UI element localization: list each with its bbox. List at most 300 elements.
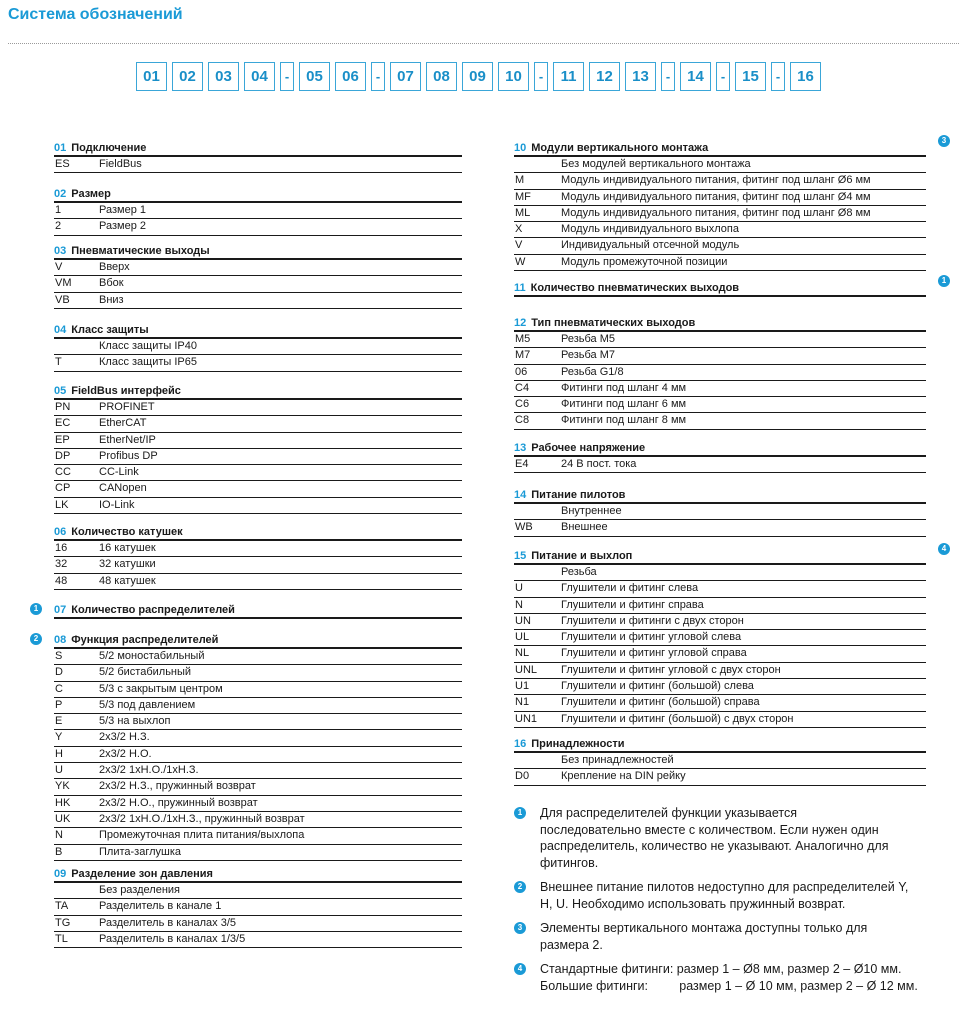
table-row xyxy=(54,665,462,681)
option-code: C8 xyxy=(515,414,530,427)
option-description: Плита-заглушка xyxy=(99,845,182,858)
code-position-01: 01 xyxy=(136,62,167,91)
code-position-06: 06 xyxy=(335,62,366,91)
option-description: 2x3/2 Н.З. xyxy=(99,731,150,744)
table-row xyxy=(514,381,926,397)
section-number: 06 xyxy=(54,526,67,538)
option-description: Размер 2 xyxy=(99,220,146,233)
section-16 xyxy=(514,737,926,786)
option-code: D0 xyxy=(515,770,530,783)
section-04 xyxy=(54,323,462,372)
section-title: Количество катушек xyxy=(71,526,183,538)
option-description: Индивидуальный отсечной модуль xyxy=(561,239,740,252)
footnote-line: распределитель, количество не указывают. Аналогично для xyxy=(540,839,889,853)
option-description: 5/2 бистабильный xyxy=(99,666,192,679)
table-row xyxy=(54,714,462,730)
table-row xyxy=(514,504,926,520)
option-code: M xyxy=(515,174,525,187)
section-number: 12 xyxy=(514,317,527,329)
table-row xyxy=(514,332,926,348)
footnote-marker: 3 xyxy=(514,922,526,934)
option-description: Крепление на DIN рейку xyxy=(561,770,686,783)
code-position-14: 14 xyxy=(680,62,711,91)
code-position-02: 02 xyxy=(172,62,203,91)
code-position-07: 07 xyxy=(390,62,421,91)
code-position-05: 05 xyxy=(299,62,330,91)
code-position-04: 04 xyxy=(244,62,275,91)
section-number: 02 xyxy=(54,188,67,200)
table-row xyxy=(54,812,462,828)
footnote-line: размера 2. xyxy=(540,937,603,952)
section-number: 16 xyxy=(514,738,527,750)
section-heading xyxy=(514,441,926,457)
section-heading xyxy=(514,544,947,565)
option-description: Вверх xyxy=(99,261,130,273)
option-description: 5/2 моностабильный xyxy=(99,650,205,662)
table-row xyxy=(54,433,462,449)
option-code: EC xyxy=(55,417,71,430)
option-code xyxy=(514,157,561,172)
option-description: Резьба G1/8 xyxy=(561,365,624,378)
option-description: Резьба M7 xyxy=(561,349,616,362)
table-row xyxy=(54,498,462,514)
section-heading xyxy=(54,384,462,400)
option-code xyxy=(54,339,99,354)
section-06 xyxy=(54,525,462,590)
option-code xyxy=(514,753,561,768)
option-code: VM xyxy=(55,277,72,290)
option-description: Без модулей вертикального монтажа xyxy=(561,158,751,170)
footnote-marker: 1 xyxy=(30,603,42,615)
table-row xyxy=(54,730,462,746)
section-12 xyxy=(514,316,926,430)
option-code: 32 xyxy=(55,558,68,571)
section-number: 04 xyxy=(54,324,67,336)
option-code: 48 xyxy=(55,574,68,587)
section-heading xyxy=(514,737,926,753)
option-description: 5/3 с закрытым центром xyxy=(99,682,223,695)
code-separator: - xyxy=(371,62,385,91)
option-description: Промежуточная плита питания/выхлопа xyxy=(99,829,305,842)
option-code: 06 xyxy=(515,365,528,378)
option-code: EP xyxy=(55,433,70,446)
option-description: Внешнее xyxy=(561,521,608,534)
section-number: 05 xyxy=(54,385,67,397)
option-description: Глушители и фитинг угловой слева xyxy=(561,631,742,644)
option-description: Profibus DP xyxy=(99,449,158,462)
option-code: LK xyxy=(55,498,69,511)
section-title: Количество пневматических выходов xyxy=(530,282,740,294)
table-row xyxy=(514,173,926,189)
table-row xyxy=(54,557,462,573)
code-position-09: 09 xyxy=(462,62,493,91)
table-row xyxy=(54,260,462,276)
section-15 xyxy=(514,544,947,728)
table-row xyxy=(54,649,462,665)
section-number: 11 xyxy=(514,282,526,294)
section-number: 14 xyxy=(514,489,527,501)
table-row xyxy=(54,157,462,173)
table-row xyxy=(514,222,926,238)
option-code: YK xyxy=(55,780,70,793)
option-code: E xyxy=(55,715,63,728)
section-13 xyxy=(514,441,926,473)
option-description: Внутреннее xyxy=(561,505,622,517)
option-code: DP xyxy=(55,449,71,462)
table-row xyxy=(514,630,926,646)
option-description: Класс защиты IP65 xyxy=(99,356,197,369)
option-description: Глушители и фитинги с двух сторон xyxy=(561,614,744,627)
option-code: X xyxy=(515,223,523,236)
table-row xyxy=(54,400,462,416)
code-position-08: 08 xyxy=(426,62,457,91)
option-description: Вбок xyxy=(99,277,124,290)
table-row xyxy=(54,541,462,557)
section-heading xyxy=(514,316,926,332)
option-code: TL xyxy=(55,932,68,945)
code-separator: - xyxy=(534,62,548,91)
section-title: Функция распределителей xyxy=(71,634,219,646)
section-03 xyxy=(54,244,462,309)
table-row xyxy=(514,238,926,254)
table-row xyxy=(54,899,462,915)
section-number: 03 xyxy=(54,245,67,257)
option-description: Глушители и фитинг угловой с двух сторон xyxy=(561,663,781,676)
option-code: 2 xyxy=(55,220,62,233)
option-description: Разделитель в канале 1 xyxy=(99,900,222,913)
section-heading xyxy=(54,187,462,203)
option-code: V xyxy=(55,261,63,273)
option-description: 5/3 на выхлоп xyxy=(99,715,171,728)
option-code: U1 xyxy=(515,680,530,693)
table-row xyxy=(514,348,926,364)
code-separator: - xyxy=(280,62,294,91)
table-row xyxy=(514,190,926,206)
option-description: Модуль индивидуального питания, фитинг под шланг Ø8 мм xyxy=(561,206,871,219)
footnote-item xyxy=(514,805,954,871)
option-code: W xyxy=(515,255,526,268)
section-14 xyxy=(514,488,926,537)
option-description: 48 катушек xyxy=(99,574,156,587)
option-code xyxy=(514,565,561,580)
code-position-03: 03 xyxy=(208,62,239,91)
option-code: Y xyxy=(55,731,63,744)
option-code: B xyxy=(55,845,63,858)
table-row xyxy=(514,753,926,769)
table-row xyxy=(54,883,462,899)
option-description: Глушители и фитинг справа xyxy=(561,598,704,611)
table-row xyxy=(514,646,926,662)
footnote-marker: 2 xyxy=(30,633,42,645)
section-heading xyxy=(33,603,462,619)
section-number: 15 xyxy=(514,550,527,562)
option-code: S xyxy=(55,650,63,662)
option-description: PROFINET xyxy=(99,401,155,413)
option-code: UNL xyxy=(515,663,538,676)
option-code: UN xyxy=(515,614,531,627)
section-05 xyxy=(54,384,462,514)
section-title: Питание пилотов xyxy=(531,489,626,501)
option-description: 16 катушек xyxy=(99,542,156,554)
option-code: U xyxy=(515,582,523,595)
footnote-item xyxy=(514,961,954,994)
option-description: EtherNet/IP xyxy=(99,433,156,446)
table-row xyxy=(54,747,462,763)
section-title: Питание и выхлоп xyxy=(531,550,633,562)
option-code: M7 xyxy=(515,349,531,362)
table-row xyxy=(514,365,926,381)
footnote-line: фитингов. xyxy=(540,855,599,870)
code-separator: - xyxy=(771,62,785,91)
table-row xyxy=(54,276,462,292)
section-heading xyxy=(514,136,947,157)
option-description: 2x3/2 Н.О., пружинный возврат xyxy=(99,796,258,809)
option-description: Модуль промежуточной позиции xyxy=(561,255,728,268)
footnote-line: последовательно вместе с количеством. Если нужен один xyxy=(540,822,879,837)
footnote-line: Внешнее питание пилотов недоступно для распределителей Y, xyxy=(540,880,909,894)
option-description: Без принадлежностей xyxy=(561,754,674,766)
footnote-marker: 4 xyxy=(514,963,526,975)
option-description: Глушители и фитинг (большой) справа xyxy=(561,696,760,709)
footnote-marker: 1 xyxy=(938,275,950,287)
option-code: NL xyxy=(515,647,530,660)
option-description: CC-Link xyxy=(99,466,139,479)
footnote-line: H, U. Необходимо использовать пружинный возврат. xyxy=(540,896,846,911)
option-code: TA xyxy=(55,900,69,913)
section-title: Класс защиты xyxy=(71,324,149,336)
option-code: 16 xyxy=(55,542,68,554)
option-description: 2x3/2 1xН.О./1xН.З., пружинный возврат xyxy=(99,812,305,825)
option-description: IO-Link xyxy=(99,498,135,511)
section-title: Пневматические выходы xyxy=(71,245,210,257)
option-code xyxy=(54,883,99,898)
table-row xyxy=(54,845,462,861)
table-row xyxy=(514,520,926,536)
option-code: V xyxy=(515,239,523,252)
code-position-11: 11 xyxy=(553,62,584,91)
section-number: 01 xyxy=(54,142,67,154)
option-code: C6 xyxy=(515,398,530,411)
option-description: Размер 1 xyxy=(99,204,146,216)
table-row xyxy=(54,828,462,844)
option-description: Глушители и фитинг (большой) с двух сторон xyxy=(561,712,794,725)
section-07 xyxy=(33,603,462,619)
footnote-item xyxy=(514,920,954,953)
table-row xyxy=(514,695,926,711)
option-code: U xyxy=(55,764,63,777)
table-row xyxy=(514,565,926,581)
table-row xyxy=(54,219,462,235)
table-row xyxy=(54,481,462,497)
option-code xyxy=(514,504,561,519)
option-code: ES xyxy=(55,158,70,170)
section-title: Разделение зон давления xyxy=(71,868,213,880)
table-row xyxy=(514,769,926,785)
option-description: 2x3/2 1xН.О./1xН.З. xyxy=(99,764,199,777)
table-row xyxy=(514,413,926,429)
section-11 xyxy=(514,276,947,297)
table-row xyxy=(54,465,462,481)
option-description: Резьба M5 xyxy=(561,333,616,345)
section-02 xyxy=(54,187,462,236)
option-code: ML xyxy=(515,206,531,219)
table-row xyxy=(54,416,462,432)
option-description: Резьба xyxy=(561,566,597,578)
option-code: 1 xyxy=(55,204,62,216)
table-row xyxy=(54,779,462,795)
option-code: H xyxy=(55,747,63,760)
option-code: N xyxy=(515,598,523,611)
section-heading xyxy=(514,488,926,504)
option-code: VB xyxy=(55,293,70,306)
table-row xyxy=(54,355,462,371)
section-09 xyxy=(54,867,462,948)
code-position-10: 10 xyxy=(498,62,529,91)
section-10 xyxy=(514,136,947,271)
table-row xyxy=(54,763,462,779)
option-code: C4 xyxy=(515,381,530,394)
table-row xyxy=(514,157,926,173)
section-heading xyxy=(54,244,462,260)
option-description: Глушители и фитинг угловой справа xyxy=(561,647,747,660)
section-heading xyxy=(514,276,947,297)
footnote-line: Стандартные фитинги: размер 1 – Ø8 мм, размер 2 – Ø10 мм. xyxy=(540,962,902,976)
option-description: FieldBus xyxy=(99,158,142,170)
option-description: Разделитель в каналах 3/5 xyxy=(99,916,237,929)
option-description: Глушители и фитинг слева xyxy=(561,582,699,595)
title-divider xyxy=(8,43,959,44)
option-code: UK xyxy=(55,812,71,825)
option-description: 5/3 под давлением xyxy=(99,698,196,711)
table-row xyxy=(54,449,462,465)
section-title: Подключение xyxy=(71,142,147,154)
table-row xyxy=(54,203,462,219)
option-code: N1 xyxy=(515,696,530,709)
section-title: Количество распределителей xyxy=(71,604,235,616)
footnote-line: Большие фитинги: размер 1 – Ø 10 мм, размер 2 – Ø 12 мм. xyxy=(540,978,918,993)
table-row xyxy=(514,206,926,222)
option-code: MF xyxy=(515,190,531,203)
option-description: Модуль индивидуального выхлопа xyxy=(561,223,739,236)
option-description: Разделитель в каналах 1/3/5 xyxy=(99,932,246,945)
section-heading xyxy=(33,633,462,649)
code-position-13: 13 xyxy=(625,62,656,91)
option-code: UN1 xyxy=(515,712,538,725)
section-title: Тип пневматических выходов xyxy=(531,317,696,329)
table-row xyxy=(514,663,926,679)
section-heading xyxy=(54,525,462,541)
footnote-marker: 1 xyxy=(514,807,526,819)
footnote-item xyxy=(514,879,954,912)
option-description: 24 В пост. тока xyxy=(561,458,637,470)
option-description: 2x3/2 Н.З., пружинный возврат xyxy=(99,780,256,793)
option-code: T xyxy=(55,356,62,369)
section-number: 13 xyxy=(514,442,527,454)
code-position-16: 16 xyxy=(790,62,821,91)
table-row xyxy=(514,712,926,728)
page-title: Система обозначений xyxy=(8,6,183,23)
option-description: Фитинги под шланг 4 мм xyxy=(561,381,687,394)
code-position-15: 15 xyxy=(735,62,766,91)
table-row xyxy=(54,916,462,932)
table-row xyxy=(514,397,926,413)
section-number: 07 xyxy=(54,604,67,616)
option-code: D xyxy=(55,666,63,679)
table-row xyxy=(54,932,462,948)
code-separator: - xyxy=(661,62,675,91)
option-code: PN xyxy=(55,401,71,413)
section-title: Принадлежности xyxy=(531,738,625,750)
option-description: Модуль индивидуального питания, фитинг под шланг Ø6 мм xyxy=(561,174,871,187)
section-heading xyxy=(54,867,462,883)
table-row xyxy=(514,581,926,597)
table-row xyxy=(514,255,926,271)
option-description: CANopen xyxy=(99,482,147,495)
option-description: 32 катушки xyxy=(99,558,156,571)
option-description: Фитинги под шланг 6 мм xyxy=(561,398,687,411)
code-separator: - xyxy=(716,62,730,91)
section-title: Размер xyxy=(71,188,111,200)
section-01 xyxy=(54,141,462,173)
option-code: CP xyxy=(55,482,71,495)
section-heading xyxy=(54,323,462,339)
option-code: WB xyxy=(515,521,533,534)
option-code: UL xyxy=(515,631,530,644)
option-code: E4 xyxy=(515,458,529,470)
table-row xyxy=(54,293,462,309)
option-code: M5 xyxy=(515,333,531,345)
section-number: 08 xyxy=(54,634,67,646)
table-row xyxy=(54,682,462,698)
option-code: TG xyxy=(55,916,71,929)
option-description: Модуль индивидуального питания, фитинг под шланг Ø4 мм xyxy=(561,190,871,203)
table-row xyxy=(54,339,462,355)
section-title: Модули вертикального монтажа xyxy=(531,142,709,154)
table-row xyxy=(514,679,926,695)
option-code: C xyxy=(55,682,63,695)
section-title: FieldBus интерфейс xyxy=(71,385,181,397)
section-number: 09 xyxy=(54,868,67,880)
option-description: Вниз xyxy=(99,293,124,306)
section-number: 10 xyxy=(514,142,527,154)
option-code: N xyxy=(55,829,63,842)
option-code: CC xyxy=(55,466,71,479)
option-description: Глушители и фитинг (большой) слева xyxy=(561,680,754,693)
table-row xyxy=(514,598,926,614)
footnote-marker: 2 xyxy=(514,881,526,893)
option-code: HK xyxy=(55,796,71,809)
section-title: Рабочее напряжение xyxy=(531,442,646,454)
option-description: Класс защиты IP40 xyxy=(99,340,197,352)
section-heading xyxy=(54,141,462,157)
footnotes xyxy=(514,805,954,1002)
option-description: EtherCAT xyxy=(99,417,147,430)
footnote-marker: 4 xyxy=(938,543,950,555)
table-row xyxy=(54,574,462,590)
option-code: P xyxy=(55,698,63,711)
footnote-marker: 3 xyxy=(938,135,950,147)
code-position-12: 12 xyxy=(589,62,620,91)
footnote-line: Элементы вертикального монтажа доступны только для xyxy=(540,921,868,935)
table-row xyxy=(514,457,926,473)
option-description: 2x3/2 Н.О. xyxy=(99,747,152,760)
table-row xyxy=(54,698,462,714)
table-row xyxy=(54,796,462,812)
ordering-code-row xyxy=(136,62,826,91)
option-description: Без разделения xyxy=(99,884,180,896)
section-08 xyxy=(33,633,462,861)
table-row xyxy=(514,614,926,630)
